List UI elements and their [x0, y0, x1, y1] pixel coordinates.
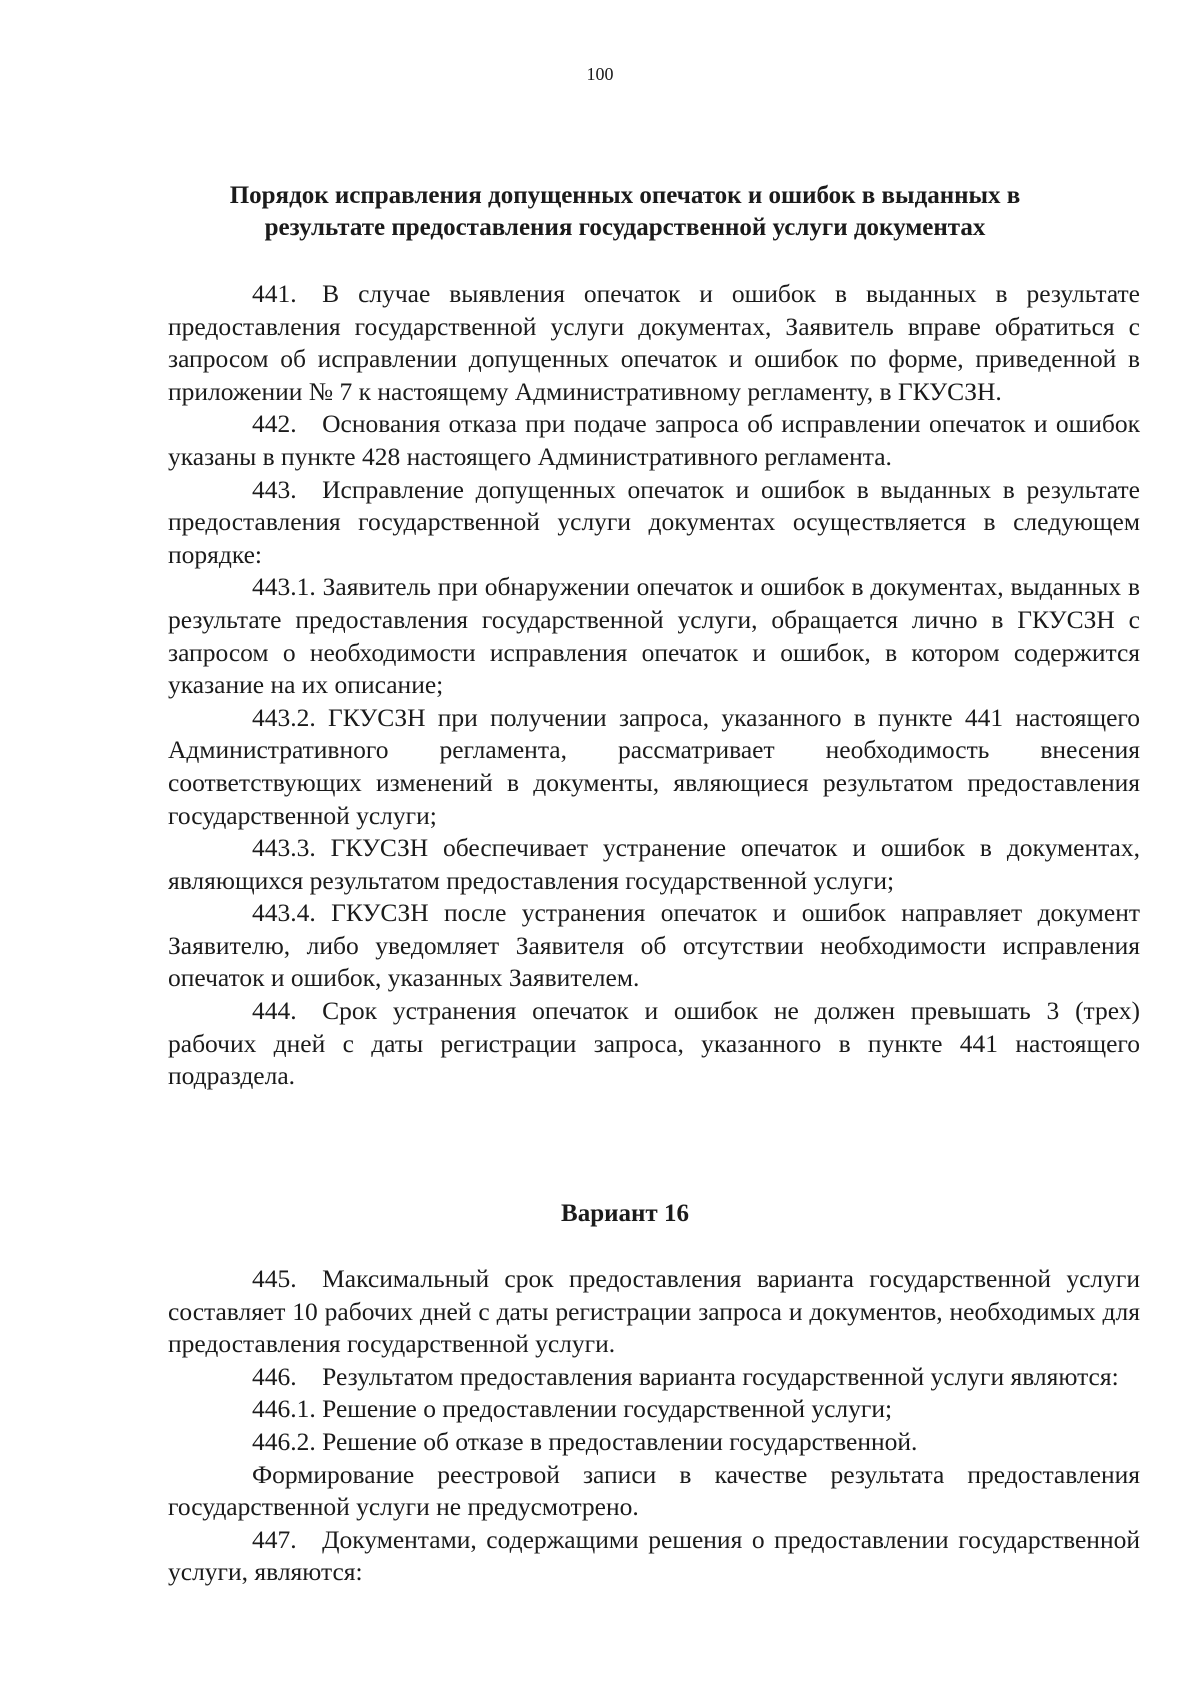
paragraph-443-3: 443.3. ГКУСЗН обеспечивает устранение опечаток и ошибок в документах, являющихся результатом предоставления государственной услуги; [168, 833, 1140, 895]
paragraph-441: 441. В случае выявления опечаток и ошибок в выданных в результате предоставления государственной услуги документах, Заявитель вправе обратиться с запросом об исправлении допущенных опечаток и ошибок по форме, приведенной в приложении № 7 к настоящему Административному регламенту, в ГКУСЗН. [168, 279, 1140, 406]
paragraph-446-1: 446.1. Решение о предоставлении государственной услуги; [252, 1394, 893, 1424]
paragraph-443-4: 443.4. ГКУСЗН после устранения опечаток и ошибок направляет документ Заявителю, либо уведомляет Заявителя об отсутствии необходимости исправления опечаток и ошибок, указанных Заявителем. [168, 898, 1140, 993]
page-number: 100 [586, 64, 614, 84]
section-heading [150, 180, 1100, 244]
paragraph-registry-note: Формирование реестровой записи в качестве результата предоставления государственной услуги не предусмотрено. [168, 1459, 1140, 1522]
section-heading-line-1: Порядок исправления допущенных опечаток и ошибок в выданных в [229, 182, 1021, 209]
paragraph-447: 447. Документами, содержащими решения о предоставлении государственной услуги, являются: [168, 1524, 1140, 1587]
body-text-block-2 [168, 1263, 1140, 1589]
paragraph-443-2: 443.2. ГКУСЗН при получении запроса, указанного в пункте 441 настоящего Административного регламента, рассматривает необходимость внесения соответствующих изменений в документы, являющиеся результатом предоставления государственной услуги; [168, 702, 1140, 830]
paragraph-446-2: 446.2. Решение об отказе в предоставлении государственной. [252, 1426, 918, 1456]
paragraph-444: 444. Срок устранения опечаток и ошибок не должен превышать 3 (трех) рабочих дней с даты регистрации запроса, указанного в пункте 441 настоящего подраздела. [168, 996, 1140, 1091]
paragraph-443-1: 443.1. Заявитель при обнаружении опечаток и ошибок в документах, выданных в результате предоставления государственной услуги, обращается лично в ГКУСЗН с запросом о необходимости исправления опечаток и ошибок, в котором содержится указание на их описание; [168, 572, 1140, 700]
body-text-block-1 [168, 278, 1140, 1093]
paragraph-445: 445. Максимальный срок предоставления варианта государственной услуги составляет 10 рабочих дней с даты регистрации запроса и документов, необходимых для предоставления государственной услуги. [168, 1264, 1140, 1359]
section-heading-line-2: результате предоставления государственной услуги документах [264, 214, 986, 241]
paragraph-442: 442. Основания отказа при подаче запроса об исправлении опечаток и ошибок указаны в пункте 428 настоящего Административного регламента. [168, 409, 1140, 471]
variant-heading: Вариант 16 [561, 1200, 689, 1227]
paragraph-443: 443. Исправление допущенных опечаток и ошибок в выданных в результате предоставления государственной услуги документах осуществляется в следующем порядке: [168, 474, 1140, 569]
paragraph-446: 446. Результатом предоставления варианта государственной услуги являются: [252, 1361, 1119, 1391]
